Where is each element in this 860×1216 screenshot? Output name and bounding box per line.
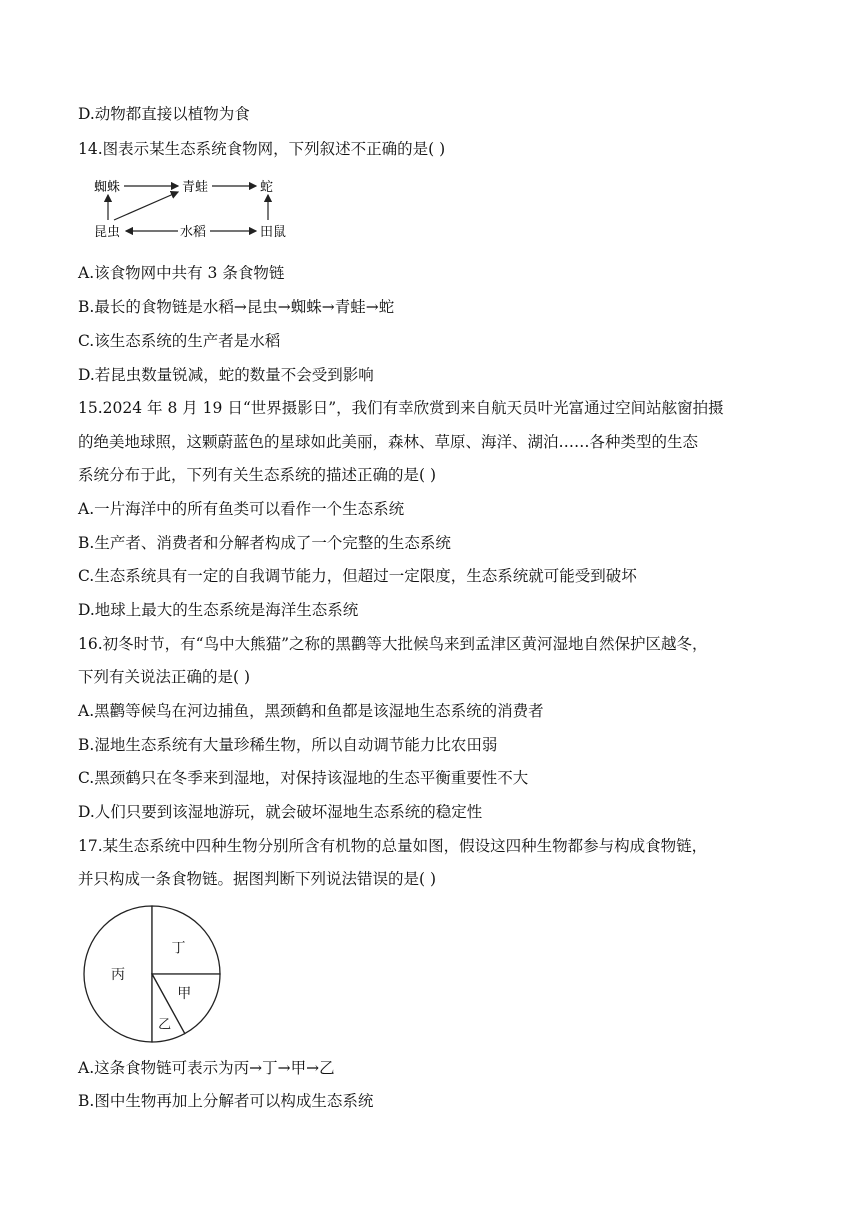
pie-label-2: 甲	[177, 986, 192, 1003]
option-15a: A.一片海洋中的所有鱼类可以看作一个生态系统	[78, 500, 405, 518]
option-15c: C.生态系统具有一定的自我调节能力，但超过一定限度，生态系统就可能受到破坏	[78, 567, 637, 585]
node-frog: 青蛙	[182, 180, 209, 195]
pie-label-0: 丙	[111, 967, 125, 983]
pie-label-1: 丁	[171, 940, 186, 957]
node-insect: 昆虫	[94, 225, 121, 240]
node-snake: 蛇	[260, 180, 274, 195]
option-14c: C.该生态系统的生产者是水稻	[78, 332, 281, 350]
pie-slice-1	[152, 906, 220, 974]
question-16-line1: 16.初冬时节，有“鸟中大熊猫”之称的黑鹳等大批候鸟来到孟津区黄河湿地自然保护区越冬，	[78, 635, 708, 653]
question-14: 14.图表示某生态系统食物网，下列叙述不正确的是( )	[78, 140, 446, 158]
node-spider: 蜘蛛	[94, 180, 121, 195]
option-14a: A.该食物网中共有 3 条食物链	[78, 264, 285, 282]
question-16-line2: 下列有关说法正确的是( )	[78, 668, 251, 686]
node-mouse: 田鼠	[260, 225, 287, 240]
question-17-line1: 17.某生态系统中四种生物分别所含有机物的总量如图，假设这四种生物都参与构成食物链，	[78, 837, 708, 855]
question-15-line1: 15.2024 年 8 月 19 日“世界摄影日”，我们有幸欣赏到来自航天员叶光富通过空间站舷窗拍摄	[78, 399, 724, 417]
option-15d: D.地球上最大的生态系统是海洋生态系统	[78, 601, 359, 619]
option-14d: D.若昆虫数量锐减，蛇的数量不会受到影响	[78, 366, 374, 384]
option-17a: A.这条食物链可表示为丙→丁→甲→乙	[78, 1059, 335, 1077]
node-rice: 水稻	[180, 225, 207, 240]
arrow-insect-frog	[114, 192, 178, 220]
pie-label-3: 乙	[158, 1017, 172, 1033]
option-16d: D.人们只要到该湿地游玩，就会破坏湿地生态系统的稳定性	[78, 803, 483, 821]
food-web-diagram	[92, 172, 292, 242]
option-16b: B.湿地生态系统有大量珍稀生物，所以自动调节能力比农田弱	[78, 736, 498, 754]
option-16c: C.黑颈鹤只在冬季来到湿地，对保持该湿地的生态平衡重要性不大	[78, 769, 529, 787]
option-14b: B.最长的食物链是水稻→昆虫→蜘蛛→青蛙→蛇	[78, 298, 395, 316]
option-16a: A.黑鹳等候鸟在河边捕鱼，黑颈鹤和鱼都是该湿地生态系统的消费者	[78, 702, 544, 720]
biomass-pie-chart	[80, 902, 224, 1046]
option-13d: D.动物都直接以植物为食	[78, 105, 250, 123]
question-17-line2: 并只构成一条食物链。据图判断下列说法错误的是( )	[78, 870, 437, 888]
option-15b: B.生产者、消费者和分解者构成了一个完整的生态系统	[78, 534, 451, 552]
question-15-line3: 系统分布于此，下列有关生态系统的描述正确的是( )	[78, 466, 437, 484]
question-15-line2: 的绝美地球照，这颗蔚蓝色的星球如此美丽，森林、草原、海洋、湖泊……各种类型的生态	[78, 433, 699, 451]
option-17b: B.图中生物再加上分解者可以构成生态系统	[78, 1092, 374, 1110]
